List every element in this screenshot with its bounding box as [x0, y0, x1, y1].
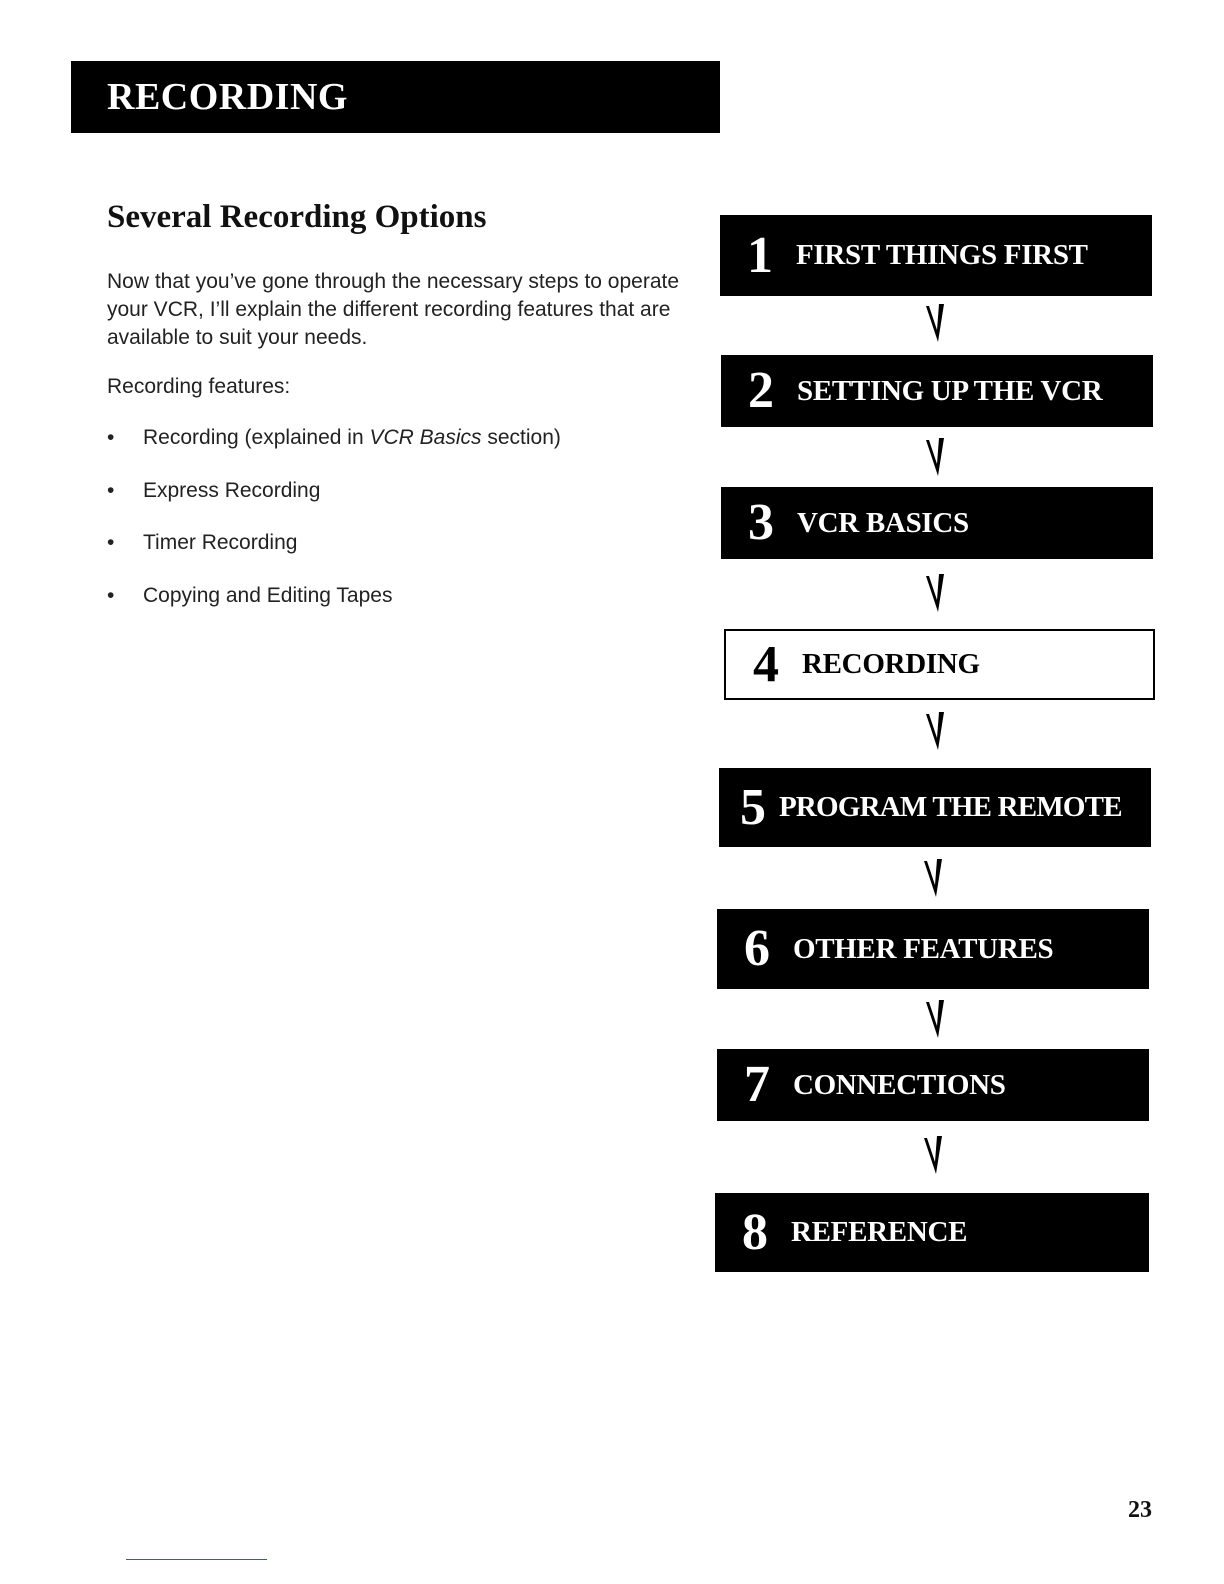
- bullet-icon: •: [107, 583, 115, 607]
- step-other-features[interactable]: [717, 909, 1149, 989]
- down-arrow-icon: [922, 857, 946, 899]
- step-vcr-basics[interactable]: [721, 487, 1153, 559]
- feature-text: Timer Recording: [143, 531, 298, 554]
- feature-text: Recording (explained in: [143, 426, 370, 449]
- step-label: SETTING UP THE VCR: [797, 374, 1103, 407]
- feature-item: [107, 531, 561, 584]
- step-reference[interactable]: [715, 1193, 1149, 1272]
- step-program-the-remote[interactable]: [719, 768, 1151, 847]
- bullet-icon: •: [107, 478, 115, 502]
- step-label: CONNECTIONS: [793, 1068, 1006, 1101]
- feature-text: Express Recording: [143, 478, 321, 502]
- down-arrow-icon: [924, 436, 948, 478]
- feature-list: [107, 426, 561, 636]
- step-number: 1: [747, 226, 773, 284]
- down-arrow-icon: [922, 1134, 946, 1176]
- feature-item: [107, 426, 561, 479]
- step-label: FIRST THINGS FIRST: [796, 239, 1088, 271]
- step-first-things-first[interactable]: [720, 215, 1152, 296]
- step-label: OTHER FEATURES: [793, 932, 1054, 965]
- section-heading: Several Recording Options: [107, 199, 487, 235]
- step-label: PROGRAM THE REMOTE: [779, 791, 1122, 823]
- down-arrow-icon: [924, 710, 948, 752]
- feature-item: [107, 584, 561, 637]
- features-label: Recording features:: [107, 375, 291, 398]
- step-number: 2: [748, 362, 774, 419]
- feature-item: [107, 479, 561, 532]
- step-number: 3: [748, 494, 774, 551]
- step-number: 7: [744, 1056, 770, 1113]
- step-setting-up-the-vcr[interactable]: [721, 355, 1153, 427]
- step-number: 8: [742, 1203, 768, 1261]
- section-header-title: RECORDING: [107, 76, 348, 118]
- intro-paragraph: Now that you’ve gone through the necessary steps to operate your VCR, I’ll explain the different recording features that are available to suit your needs.: [107, 270, 680, 349]
- step-label: VCR BASICS: [797, 506, 969, 539]
- down-arrow-icon: [924, 302, 948, 344]
- feature-text: section): [481, 426, 561, 449]
- section-header-bar: [71, 61, 720, 133]
- step-label: RECORDING: [802, 648, 980, 680]
- page-number: 23: [1128, 1497, 1152, 1523]
- feature-text: Copying and Editing Tapes: [143, 583, 393, 607]
- feature-emphasis: VCR Basics: [369, 426, 482, 449]
- step-number: 5: [740, 778, 766, 836]
- step-connections[interactable]: [717, 1049, 1149, 1121]
- step-number: 6: [744, 920, 770, 977]
- down-arrow-icon: [924, 998, 948, 1040]
- step-number: 4: [753, 635, 779, 693]
- footer-rule: [126, 1559, 267, 1560]
- step-recording-current[interactable]: [724, 629, 1155, 700]
- bullet-icon: •: [107, 531, 115, 554]
- step-label: REFERENCE: [791, 1216, 968, 1248]
- down-arrow-icon: [924, 572, 948, 614]
- bullet-icon: •: [107, 426, 115, 449]
